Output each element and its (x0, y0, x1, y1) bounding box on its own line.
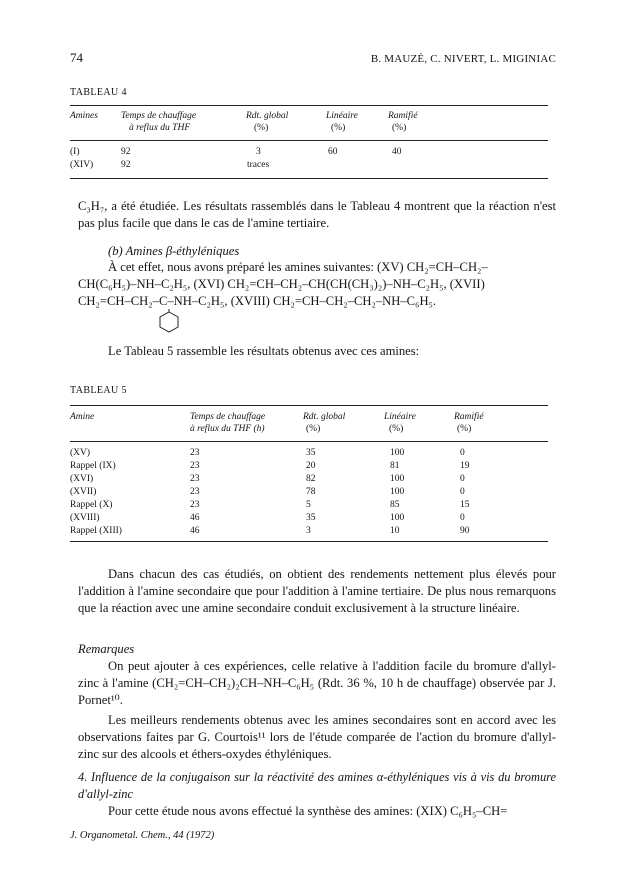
table4-header-temps-2: à reflux du THF (129, 123, 191, 133)
table5-cell-amine: Rappel (XIII) (70, 526, 122, 536)
table5-cell-ramifie: 19 (460, 461, 470, 471)
table4-cell-amine: (I) (70, 147, 80, 157)
table5-header-rdt: Rdt. global (303, 412, 346, 422)
table5-cell-temps: 23 (190, 448, 200, 458)
table4-top-rule (70, 105, 548, 106)
table5-header-temps-2: à reflux du THF (h) (190, 424, 265, 434)
table4-header-rdt-unit: (%) (254, 123, 269, 133)
table4-cell-temps: 92 (121, 147, 131, 157)
table5-cell-ramifie: 0 (460, 474, 465, 484)
table4-caption: TABLEAU 4 (70, 87, 127, 98)
table4-header-ramifie-unit: (%) (392, 123, 407, 133)
table5-cell-amine: Rappel (IX) (70, 461, 116, 471)
table5-cell-amine: Rappel (X) (70, 500, 113, 510)
table5-cell-ramifie: 0 (460, 487, 465, 497)
table5-cell-amine: (XVIII) (70, 513, 100, 523)
table5-caption: TABLEAU 5 (70, 385, 127, 396)
table5-cell-lineaire: 85 (390, 500, 400, 510)
table5-cell-rdt: 82 (306, 474, 316, 484)
paragraph-conclusions (78, 566, 556, 618)
table5-cell-rdt: 35 (306, 513, 316, 523)
remarques-heading: Remarques (78, 642, 135, 656)
paragraph-courtois-text: Les meilleurs rendements obtenus avec les amines secondaires sont en accord avec les observations faites par G. Courtois¹¹ lors de l'étude comparée de l'action du bromure d'allyl-zinc sur des alcools et éthers-oxydes éthyléniques. (78, 713, 556, 762)
table4-header-lineaire-unit: (%) (331, 123, 346, 133)
table5-header-lineaire: Linéaire (384, 412, 416, 422)
table5-cell-rdt: 5 (306, 500, 311, 510)
paragraph-courtois (78, 712, 556, 764)
table5-cell-rdt: 78 (306, 487, 316, 497)
table5-cell-lineaire: 100 (390, 448, 405, 458)
table4-cell-ramifie: 40 (392, 147, 402, 157)
table5-cell-rdt: 3 (306, 526, 311, 536)
paragraph-synthese: Pour cette étude nous avons effectué la synthèse des amines: (XIX) C₆H₅–CH= (108, 804, 508, 818)
table5-cell-ramifie: 15 (460, 500, 470, 510)
table5-cell-lineaire: 10 (390, 526, 400, 536)
paragraph-tableau5-intro: Le Tableau 5 rassemble les résultats obtenus avec ces amines: (108, 344, 420, 358)
paragraph-remarques (78, 658, 556, 710)
table4-cell-temps: 92 (121, 160, 131, 170)
table5-cell-rdt: 20 (306, 461, 316, 471)
table5-header-ramifie: Ramifié (454, 412, 484, 422)
table5-cell-temps: 23 (190, 487, 200, 497)
table5-cell-lineaire: 81 (390, 461, 400, 471)
table5-cell-temps: 46 (190, 526, 200, 536)
table5-cell-rdt: 35 (306, 448, 316, 458)
table4-header-rdt: Rdt. global (246, 111, 289, 121)
table5-cell-temps: 23 (190, 500, 200, 510)
table4-header-rule (70, 140, 548, 141)
amines-line-3: CH₂=CH–CH₂–C–NH–C₂H₅, (XVIII) CH₂=CH–CH₂–CH₂–NH–C₆H₅. (78, 294, 437, 308)
phenyl-ring-diagram (158, 309, 180, 335)
table5-cell-amine: (XVII) (70, 487, 97, 497)
table5-header-amine: Amine (70, 412, 95, 422)
table5-cell-ramifie: 0 (460, 448, 465, 458)
amines-line-1: À cet effet, nous avons préparé les amines suivantes: (XV) CH₂=CH–CH₂– (108, 260, 488, 274)
journal-citation: J. Organometal. Chem., 44 (1972) (70, 830, 215, 841)
table4-header-lineaire: Linéaire (326, 111, 358, 121)
table4-cell-rdt: 3 (256, 147, 261, 157)
table5-cell-temps: 46 (190, 513, 200, 523)
paragraph-conclusions-text: Dans chacun des cas étudiés, on obtient des rendements nettement plus élevés pour l'addition à l'amine secondaire que pour l'addition à l'amine tertiaire. De plus nous remarquons que la réaction avec une amine secondaire conduit exclusivement à la structure linéaire. (78, 567, 556, 616)
table5-header-rule (70, 441, 548, 442)
table5-header-ramifie-unit: (%) (457, 424, 472, 434)
table5-bottom-rule (70, 541, 548, 542)
table5-cell-ramifie: 90 (460, 526, 470, 536)
table5-cell-amine: (XV) (70, 448, 91, 458)
table5-cell-amine: (XVI) (70, 474, 94, 484)
page-number: 74 (70, 50, 83, 65)
table4-cell-rdt: traces (247, 160, 270, 170)
section-b-heading: (b) Amines β-éthyléniques (108, 244, 240, 258)
paragraph-c3h7: C₃H₇, a été étudiée. Les résultats rassemblés dans le Tableau 4 montrent que la réaction n'est pas plus facile que dans le cas de l'amine tertiaire. (78, 199, 556, 231)
table5-header-rdt-unit: (%) (306, 424, 321, 434)
table5-cell-temps: 23 (190, 461, 200, 471)
table4-bottom-rule (70, 178, 548, 179)
section-4-heading: 4. Influence de la conjugaison sur la réactivité des amines α-éthyléniques vis à vis du bromure d'allyl-zinc (78, 770, 556, 802)
table5-top-rule (70, 405, 548, 406)
table5-cell-lineaire: 100 (390, 513, 405, 523)
paragraph-remarques-text: On peut ajouter à ces expériences, celle relative à l'addition facile du bromure d'allyl-zinc à l'amine (CH₂=CH–CH₂)₂CH–NH–C₆H₅ (Rdt. 36 %, 10 h de chauffage) observée par J. Pornet¹⁰. (78, 659, 556, 708)
table5-cell-lineaire: 100 (390, 487, 405, 497)
table4-header-amines: Amines (70, 111, 98, 121)
amines-line-2: CH(C₆H₅)–NH–C₂H₅, (XVI) CH₂=CH–CH₂–CH(CH(CH₃)₂)–NH–C₂H₅, (XVII) (78, 277, 485, 291)
table5-cell-lineaire: 100 (390, 474, 405, 484)
table5-header-lineaire-unit: (%) (389, 424, 404, 434)
table4-cell-lineaire: 60 (328, 147, 338, 157)
table4-cell-amine: (XIV) (70, 160, 94, 170)
table5-header-temps: Temps de chauffage (190, 412, 266, 422)
running-header-authors: B. MAUZÉ, C. NIVERT, L. MIGINIAC (370, 53, 556, 65)
table4-header-temps: Temps de chauffage (121, 111, 197, 121)
table5-cell-ramifie: 0 (460, 513, 465, 523)
table4-header-ramifie: Ramifié (388, 111, 418, 121)
table5-cell-temps: 23 (190, 474, 200, 484)
